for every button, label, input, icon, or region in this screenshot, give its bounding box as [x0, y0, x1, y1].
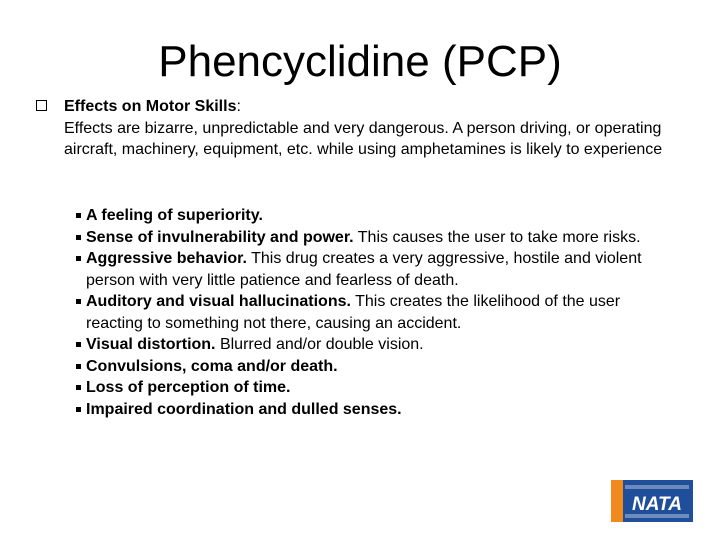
sub-bullet-bold: Visual distortion.: [86, 336, 216, 353]
logo-text: NATA: [632, 494, 682, 515]
sub-bullet-item: [76, 248, 676, 291]
square-bullet-icon: [76, 364, 81, 369]
sub-bullet-bold: Convulsions, coma and/or death.: [86, 357, 338, 375]
sub-bullet-text: Blurred and/or double vision.: [215, 336, 424, 353]
main-bullet-body: Effects are bizarre, unpredictable and very dangerous. A person driving, or operating aircraft, machinery, equipment, etc. while using amphetamines is likely to experience: [64, 119, 663, 158]
sub-bullet-item: [76, 356, 676, 378]
sub-bullet-bold: Auditory and visual hallucinations.: [86, 293, 351, 310]
sub-bullet-bold: Impaired coordination and dulled senses.: [86, 400, 402, 418]
sub-bullet-bold: Aggressive behavior.: [86, 250, 247, 267]
main-bullet-heading-suffix: :: [236, 98, 241, 115]
sub-bullet-item: [76, 227, 676, 249]
checkbox-bullet-icon: [36, 100, 47, 111]
sub-bullet-item: [76, 334, 676, 356]
sub-bullet-text: This creates the likelihood of the user reacting to something not there, causing an accident.: [86, 293, 621, 332]
sub-bullet-item: [76, 377, 676, 399]
main-bullet: [36, 96, 686, 161]
square-bullet-icon: [76, 213, 81, 218]
sub-bullet-item: [76, 205, 676, 227]
square-bullet-icon: [76, 385, 81, 390]
main-bullet-text: [64, 96, 686, 161]
square-bullet-icon: [76, 235, 81, 240]
square-bullet-icon: [76, 256, 81, 261]
sub-bullet-text: This drug creates a very aggressive, hostile and violent person with very little patience and fearless of death.: [86, 250, 642, 289]
nata-logo: [611, 480, 693, 522]
slide-title: Phencyclidine (PCP): [158, 37, 562, 86]
sub-bullet-bold: Sense of invulnerability and power.: [86, 228, 354, 246]
square-bullet-icon: [76, 299, 81, 304]
main-bullet-heading: Effects on Motor Skills: [64, 98, 237, 115]
square-bullet-icon: [76, 342, 81, 347]
sub-bullet-bold: Loss of perception of time.: [86, 379, 291, 396]
sub-bullet-list: [76, 205, 676, 420]
sub-bullet-text: This causes the user to take more risks.: [353, 228, 641, 246]
square-bullet-icon: [76, 407, 81, 412]
sub-bullet-item: [76, 291, 676, 334]
sub-bullet-item: [76, 399, 676, 421]
sub-bullet-bold: A feeling of superiority.: [86, 207, 263, 224]
